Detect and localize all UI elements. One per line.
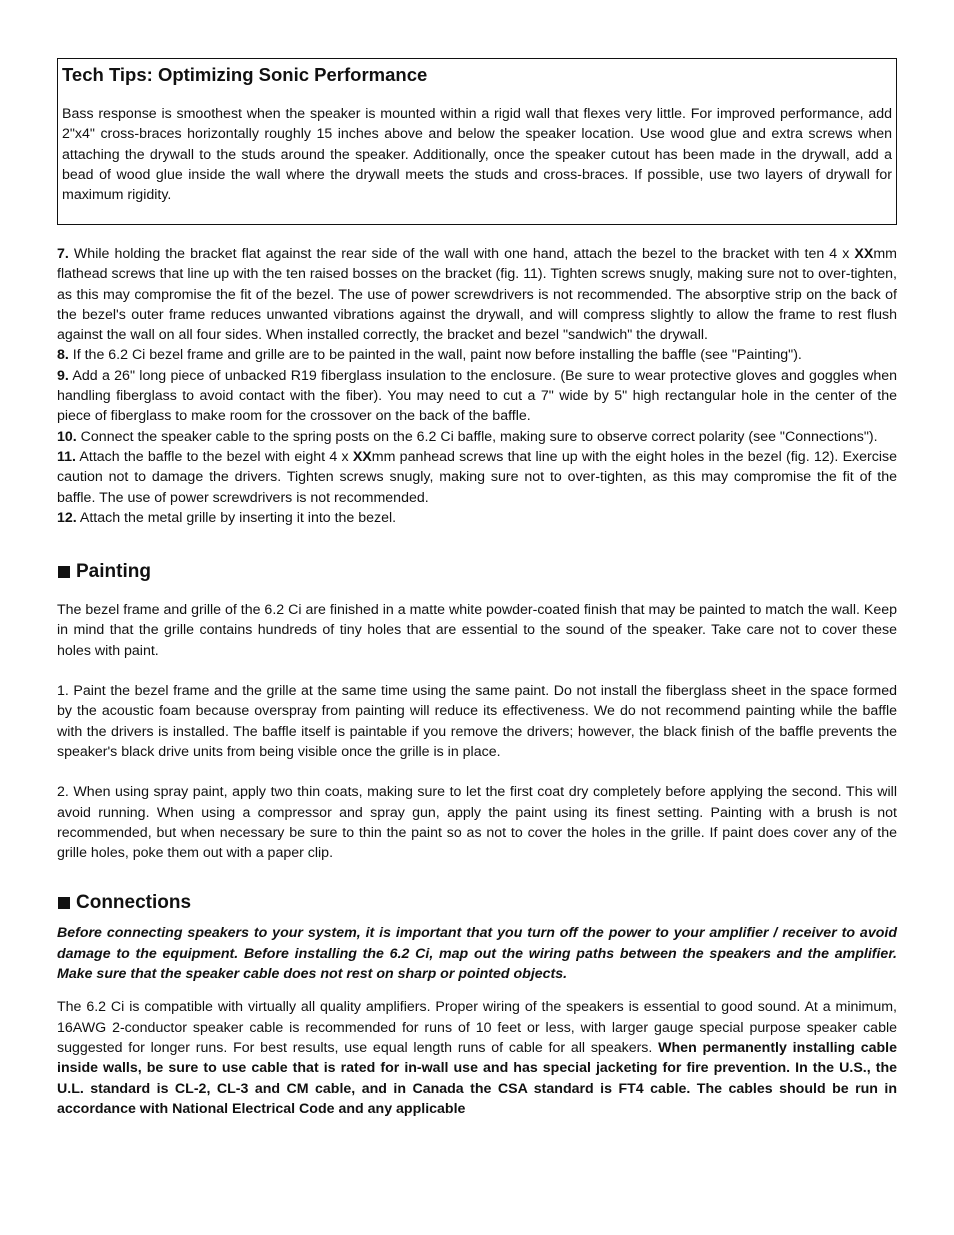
step-bold: XX: [352, 448, 372, 465]
step-text: If the 6.2 Ci bezel frame and grille are to be painted in the wall, paint now before installing the baffle (see "Painting").: [68, 347, 802, 364]
step-text: Connect the speaker cable to the spring posts on the 6.2 Ci baffle, making sure to observe correct polarity (see "Connections").: [76, 428, 878, 445]
painting-heading-text: Painting: [76, 561, 151, 583]
painting-intro: The bezel frame and grille of the 6.2 Ci are finished in a matte white powder-coated finish that may be painted to match the wall. Keep in mind that the grille contains hundreds of tiny holes that are essential to the sound of the speaker. Take care not to cover these holes with paint.: [57, 602, 897, 659]
step-text-cont: mm panhead screws that line up with the eight holes in the bezel (fig. 12). Exercise caution not to damage the drivers. Tighten screws snugly, making sure not to over-tighten, as this may compromise the fit of the baffle. The use of power screwdrivers is not recommended.: [57, 448, 897, 506]
step-text: Add a 26" long piece of unbacked R19 fiberglass insulation to the enclosure. (Be sure to wear protective gloves and goggles when handling fiberglass to avoid contact with the fiber). You may need to cut a 7" wide by 5" high rectangular hole in the center of the piece of fiberglass to make room for the crossover on the back of the baffle.: [57, 367, 897, 425]
painting-heading: [57, 561, 897, 583]
step-bold: XX: [854, 246, 874, 262]
step-text-cont: mm flathead screws that line up with the ten raised bosses on the bracket (fig. 11). Tighten screws snugly, making sure not to over-tighten, as this may compromise the fit of the bezel. The use of power screwdrivers is not recommended. The absorptive strip on the back of the bezel's outer frame reduces unwanted vibrations against the drywall, and will compress slightly to allow the frame to rest flush against the wall on all four sides. When installed correctly, the bracket and bezel "sandwich" the drywall.: [57, 246, 897, 344]
connections-body-regular: The 6.2 Ci is compatible with virtually all quality amplifiers. Proper wiring of the speakers is essential to good sound. At a minimum, 16AWG 2-conductor speaker cable is recommended for runs of 10 feet or less, with larger gauge special purpose speaker cable suggested for longer runs. For best results, use equal length runs of cable for all speakers.: [57, 999, 897, 1056]
square-bullet-icon: [58, 897, 70, 909]
connections-heading-text: Connections: [76, 892, 192, 914]
painting-step-2: 2. When using spray paint, apply two thin coats, making sure to let the first coat dry completely before applying the second. This will avoid running. When using a compressor and spray gun, apply the paint using its finest setting. Painting with a brush is not recommended, but when necessary be sure to thin the paint so as not to cover the holes in the grille. If paint does cover any of the grille holes, poke them out with a paper clip.: [57, 784, 897, 862]
tech-tips-title: Tech Tips: Optimizing Sonic Performance: [62, 64, 428, 85]
step-8: [57, 345, 897, 365]
step-text: Attach the baffle to the bezel with eight 4 x: [75, 448, 353, 465]
step-number: 11.: [57, 448, 76, 465]
step-text: While holding the bracket flat against the rear side of the wall with one hand, attach the bezel to the bracket with ten 4 x: [68, 246, 855, 262]
connections-body-bold: When permanently installing cable inside walls, be sure to use cable that is rated for in-wall use and has special jacketing for fire prevention. In the U.S., the U.L. standard is CL-2, CL-3 and CM cable, and in Canada the CSA standard is FT4 cable. The cables should be run in accordance with National Electrical Code and any applicable: [57, 1039, 897, 1117]
step-11: [57, 447, 897, 508]
installation-steps: [57, 244, 897, 528]
step-7: [57, 244, 897, 345]
step-9: [57, 366, 897, 427]
step-number: 7.: [57, 246, 69, 262]
document-page: [57, 58, 897, 1119]
step-number: 8.: [57, 347, 69, 364]
connections-warning: Before connecting speakers to your system, it is important that you turn off the power to your amplifier / receiver to avoid damage to the equipment. Before installing the 6.2 Ci, map out the wiring paths between the speakers and the amplifier. Make sure that the speaker cable does not rest on sharp or pointed objects.: [57, 925, 897, 983]
step-number: 9.: [57, 367, 69, 384]
tech-tips-body: Bass response is smoothest when the speaker is mounted within a rigid wall that flexes very little. For improved performance, add 2"x4" cross-braces horizontally roughly 15 inches above and below the speaker location. Use wood glue and extra screws when attaching the drywall to the studs around the speaker. Additionally, once the speaker cutout has been made in the drywall, add a bead of wood glue inside the wall where the drywall meets the studs and cross-braces. If possible, use two layers of drywall for maximum rigidity.: [62, 106, 892, 204]
step-12: [57, 508, 897, 528]
connections-body: [57, 997, 897, 1119]
painting-step-1: 1. Paint the bezel frame and the grille at the same time using the same paint. Do not install the fiberglass sheet in the space formed by the acoustic foam because overspray from painting will reduce its effectiveness. We do not recommend painting while the baffle with the drivers is installed. The baffle itself is paintable if you remove the drivers; however, the black finish of the baffle prevents the speaker's black drive units from being visible once the grille is in place.: [57, 683, 897, 760]
square-bullet-icon: [58, 566, 70, 578]
step-number: 12.: [57, 509, 77, 526]
step-text: Attach the metal grille by inserting it into the bezel.: [76, 509, 397, 526]
step-10: [57, 427, 897, 447]
connections-heading: [57, 892, 897, 914]
tech-tips-box: [57, 58, 897, 225]
step-number: 10.: [57, 428, 77, 445]
